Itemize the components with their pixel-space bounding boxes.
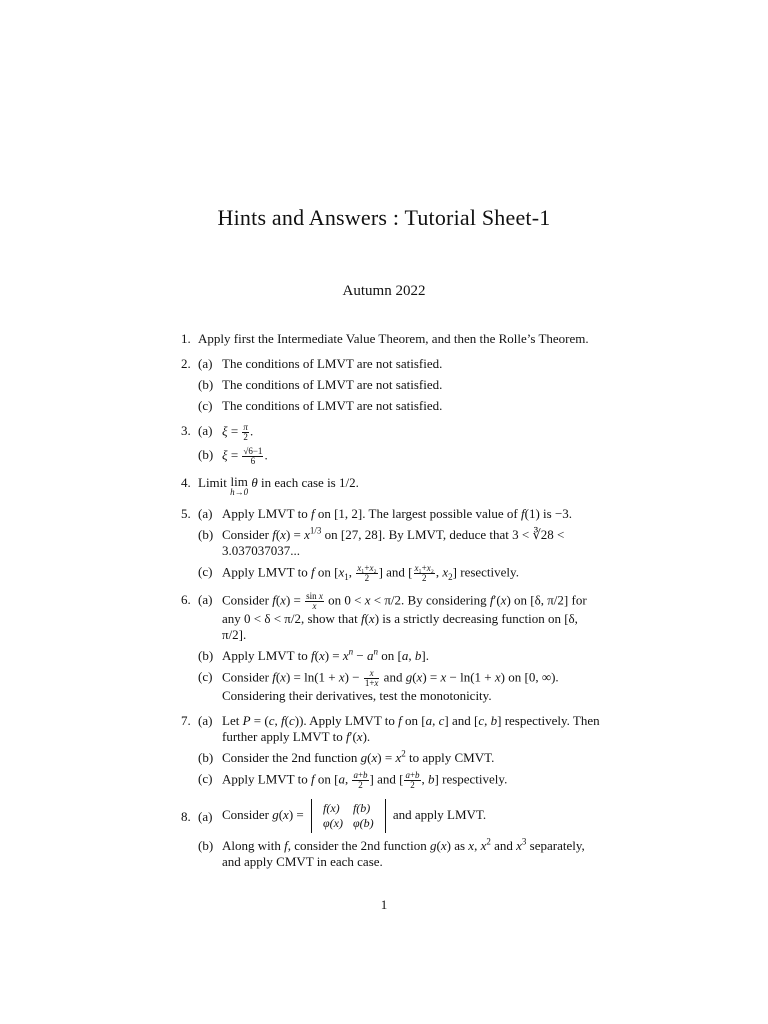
- answer-5b: (b) Consider $f(x) = x^{1/3}$ on [27, 28]. By LMVT, deduce that 3 < ∛28 < 3.037037037...: [198, 525, 565, 558]
- answer-5c: (c) Apply LMVT to f on [$x_1$, $\frac{\text{x₁+x₂}}{2}$ ] and [ $\frac{\text{x₁+x₂}}{2}$ , $x_2$] resectively.: [198, 563, 519, 583]
- item-number: 5.: [181, 506, 191, 521]
- answer-7: [181, 713, 601, 790]
- item-number: 7.: [181, 713, 191, 728]
- part-label: (c): [198, 771, 213, 786]
- part-label: (b): [198, 527, 214, 542]
- item-number: 8.: [181, 809, 191, 824]
- part-label: (b): [198, 838, 214, 853]
- part-label: (b): [198, 750, 214, 765]
- part-text: The conditions of LMVT are not satisfied.: [222, 377, 443, 392]
- answer-text: Limit lim h→0 θ in each case is 1/2.: [198, 474, 359, 497]
- part-label: (a): [198, 592, 213, 607]
- part-label: (a): [198, 423, 213, 438]
- part-label: (c): [198, 564, 213, 579]
- answer-7b: (b) Consider the 2nd function $g(x) = x^2$ to apply CMVT.: [198, 748, 495, 765]
- answer-2: [181, 356, 601, 414]
- answer-3b: (b) ξ = $\frac{√6-1}{6}$ .: [198, 446, 268, 466]
- answer-6b: (b) Apply LMVT to $f(x) = x^n - a^n$ on [a, b].: [198, 646, 429, 663]
- part-label: (c): [198, 669, 213, 684]
- part-text: The conditions of LMVT are not satisfied.: [222, 356, 443, 371]
- page-title: Hints and Answers : Tutorial Sheet-1: [217, 205, 551, 230]
- determinant: f(x) f(b) φ(x) φ(b): [311, 799, 386, 833]
- part-label: (a): [198, 809, 213, 824]
- answer-6c: (c) Consider f(x) = ln(1 + x) − $\frac{x}{1+x}$ and g(x) = x − ln(1 + x) on [0, ∞). Considering their derivatives, test the monotonicity.: [198, 668, 559, 703]
- part-text: The conditions of LMVT are not satisfied.: [222, 398, 443, 413]
- part-label: (a): [198, 713, 213, 728]
- item-number: 2.: [181, 356, 191, 371]
- answer-7a: (a) Let P = (c, f(c)). Apply LMVT to f on [a, c] and [c, b] respectively. Then further apply LMVT to f′(x).: [198, 713, 600, 744]
- page-number: 1: [380, 897, 388, 912]
- answer-6: [181, 592, 601, 704]
- part-label: (b): [198, 648, 214, 663]
- answer-8: [181, 799, 601, 870]
- answer-5a: (a) Apply LMVT to f on [1, 2]. The largest possible value of f(1) is −3.: [198, 506, 573, 521]
- answer-3a: (a) ξ = $\frac{\pi}{2}$ .: [198, 422, 254, 442]
- answer-2a: [198, 356, 601, 372]
- part-label: (a): [198, 356, 213, 371]
- item-number: 4.: [181, 475, 191, 490]
- answer-8a: (a) Consider g(x) = f(x) f(b) φ(x) φ(b) and apply LMVT.: [198, 799, 601, 833]
- answers-list: [181, 331, 601, 879]
- item-number: 1.: [181, 331, 191, 346]
- part-label: (b): [198, 447, 214, 462]
- part-label: (b): [198, 377, 214, 392]
- answer-8b: (b) Along with f, consider the 2nd function g(x) as x, $x^2$ and $x^3$ separately, and apply CMVT in each case.: [198, 836, 585, 869]
- answer-4: [181, 475, 601, 497]
- answer-2b: [198, 377, 601, 393]
- answer-5: [181, 506, 601, 583]
- part-label: (c): [198, 398, 213, 413]
- item-number: 3.: [181, 423, 191, 438]
- answer-1: [181, 331, 601, 347]
- page-subtitle: Autumn 2022: [342, 283, 426, 299]
- answer-3: [181, 423, 601, 466]
- answer-text: Apply first the Intermediate Value Theorem, and then the Rolle’s Theorem.: [198, 331, 589, 346]
- answer-6a: (a) Consider f(x) = $\frac{\text{sin x}}{x}$ on 0 < x < π/2. By considering f′(x) on [δ, π/2] for any 0 < δ < π/2, show that f(x) is a strictly decreasing function on [δ, π/2].: [198, 591, 587, 642]
- answer-7c: (c) Apply LMVT to f on [a, $\frac{a+b}{2}$ ] and [ $\frac{a+b}{2}$ , b] respectively.: [198, 770, 508, 790]
- item-number: 6.: [181, 592, 191, 607]
- answer-2c: [198, 398, 601, 414]
- part-label: (a): [198, 506, 213, 521]
